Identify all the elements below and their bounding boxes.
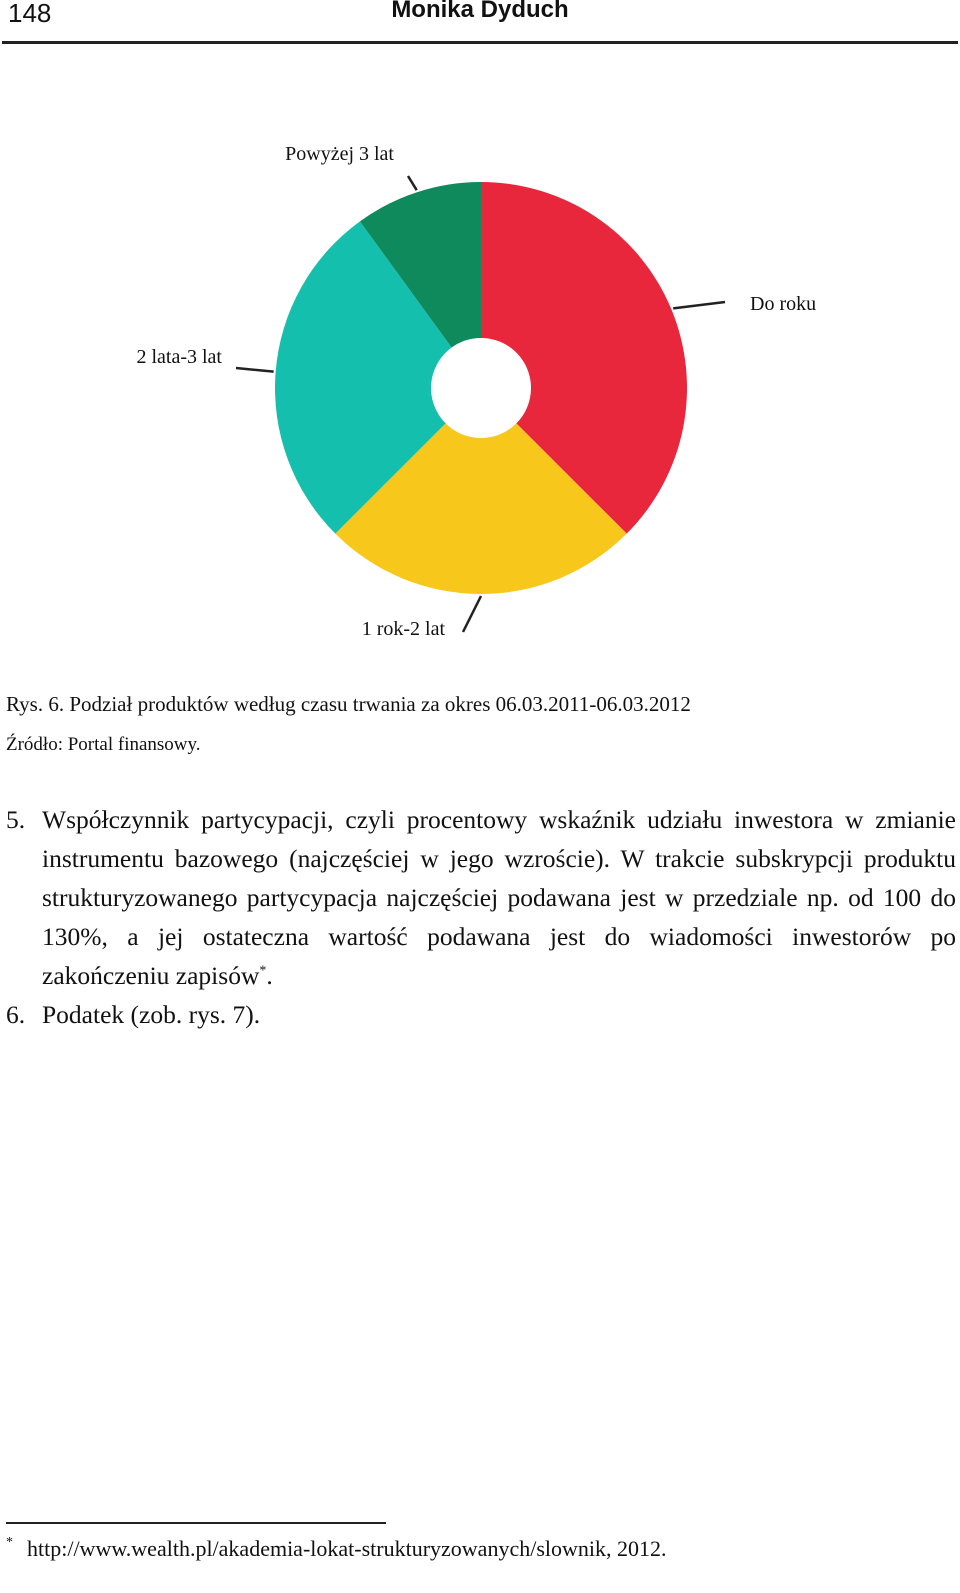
figure-caption: Rys. 6. Podział produktów według czasu trwania za okres 06.03.2011-06.03.2012 [6,692,691,716]
item-number: 6. [6,1000,26,1029]
item-text [42,800,956,995]
leader-line [408,176,417,190]
leader-line [236,368,274,372]
footnote-text: http://www.wealth.pl/akademia-lokat-strukturyzowanych/slownik, 2012. [27,1536,667,1561]
item-text: Podatek (zob. rys. 7). [42,1000,261,1029]
item-text-end: . [266,961,273,990]
leader-line [463,596,481,632]
figure-source: Źródło: Portal finansowy. [6,734,201,755]
slice-label: 2 lata-3 lat [136,346,222,368]
list-item-5 [6,800,956,995]
page-number: 148 [8,0,52,28]
slice-label: 1 rok-2 lat [361,618,445,640]
footnote-mark: * [6,1535,13,1550]
leader-line [673,302,725,308]
donut-chart [0,120,960,650]
running-header-author: Monika Dyduch [391,0,569,23]
footnote [6,1536,667,1562]
slice-label: Powyżej 3 lat [285,143,394,165]
slice-label: Do roku [750,293,817,315]
list-item-6 [6,995,956,1034]
item-number: 5. [6,805,26,834]
footnote-rule [6,1522,386,1524]
footnote-ref: * [259,963,267,979]
item-text-body: Współczynnik partycypacji, czyli procentowy wskaźnik udziału inwestora w zmianie instrumentu bazowego (najczęściej w jego wzroście). W trakcie subskrypcji produktu strukturyzowanego partycypacja najczęściej podawana jest w przedziale np. od 100 do 130%, a jej ostateczna wartość podawana jest do wiadomości inwestorów po zakończeniu zapisów [42,805,956,990]
header-rule [2,41,958,44]
